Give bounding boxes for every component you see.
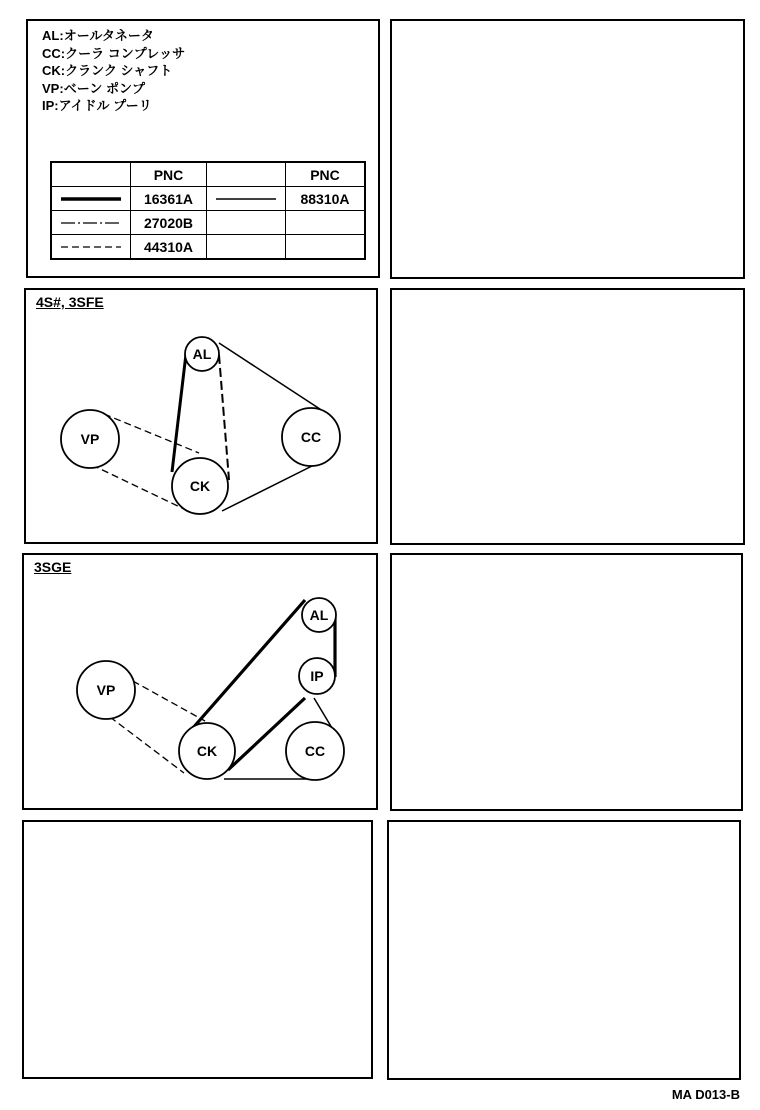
thin-line-sample <box>207 187 286 211</box>
ck-al-belt <box>192 600 305 729</box>
vp-ck-belt-lower <box>110 717 184 773</box>
pulley-label-ip: IP <box>310 668 324 684</box>
empty-panel-left-4 <box>22 820 373 1079</box>
pulley-label-vp: VP <box>96 682 116 698</box>
pnc-value: 27020B <box>131 211 207 235</box>
belt-diagram-panel-2 <box>22 553 378 810</box>
pnc-empty-cell <box>207 211 286 235</box>
pnc-empty-cell <box>207 235 286 260</box>
pnc-header-blank-right <box>207 162 286 187</box>
abbreviation-legend <box>42 27 185 115</box>
al-ck-belt-left <box>172 354 186 472</box>
pnc-header-left: PNC <box>131 162 207 187</box>
pnc-empty-cell <box>286 211 366 235</box>
pulley-label-vp: VP <box>80 431 100 447</box>
pulley-label-cc: CC <box>304 743 326 759</box>
legend-item-ip: IP:アイドル プーリ <box>42 98 152 113</box>
pnc-value: 16361A <box>131 187 207 211</box>
pnc-table-row <box>51 211 365 235</box>
pulley-label-ck: CK <box>189 478 211 494</box>
panel-title: 3SGE <box>34 559 72 575</box>
dashed-line-sample <box>51 235 131 260</box>
pnc-table-row <box>51 235 365 260</box>
pnc-table <box>50 161 366 260</box>
belt-routing-diagram <box>24 555 380 812</box>
panel-title: 4S#, 3SFE <box>36 294 104 310</box>
empty-panel-right-3 <box>390 553 743 811</box>
vp-ck-belt-lower <box>92 465 184 509</box>
legend-item-vp: VP:ベーン ポンプ <box>42 80 146 96</box>
pnc-header-right: PNC <box>286 162 366 187</box>
pnc-value: 88310A <box>286 187 366 211</box>
belt-routing-diagram <box>26 290 380 546</box>
dashdot-line-sample <box>51 211 131 235</box>
legend-item-ck: CK:クランク シャフト <box>42 63 173 78</box>
pnc-table-header-row <box>51 162 365 187</box>
empty-panel-right-2 <box>390 288 745 545</box>
pulley-label-cc: CC <box>300 429 322 445</box>
cc-ck-belt <box>222 461 322 511</box>
pnc-table-row <box>51 187 365 211</box>
legend-item-al: AL:オールタネータ <box>42 28 154 43</box>
legend-panel <box>26 19 380 278</box>
al-cc-belt <box>219 343 326 413</box>
diagram-code: MA D013-B <box>671 1087 740 1102</box>
pnc-header-blank-left <box>51 162 131 187</box>
pulley-label-ck: CK <box>196 743 218 759</box>
pnc-value: 44310A <box>131 235 207 260</box>
legend-item-cc: CC:クーラ コンプレッサ <box>42 45 186 61</box>
al-ck-belt-right-dashed <box>219 355 229 480</box>
pnc-empty-cell <box>286 235 366 260</box>
pulley-label-al: AL <box>309 607 329 623</box>
empty-panel-right-1 <box>390 19 745 279</box>
empty-panel-right-4 <box>387 820 741 1080</box>
pulley-label-al: AL <box>192 346 212 362</box>
belt-diagram-panel-1 <box>24 288 378 544</box>
thick-line-sample <box>51 187 131 211</box>
